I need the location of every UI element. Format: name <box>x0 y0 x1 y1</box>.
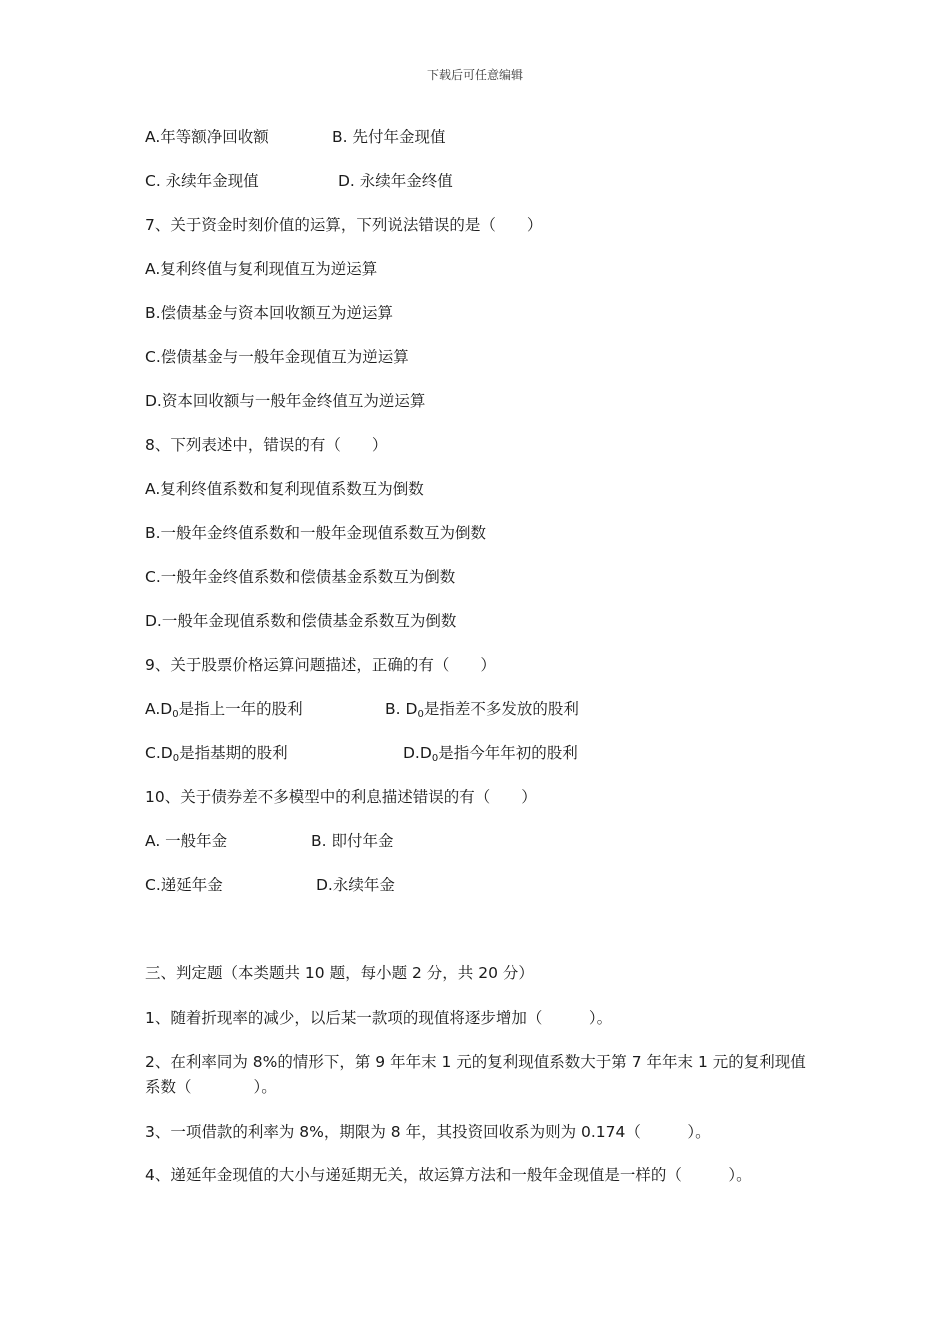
q6-option-b: B. 先付年金现值 <box>332 128 446 146</box>
q10-option-a: A. 一般年金 <box>145 832 228 850</box>
section3-q2: 2、在利率同为 8%的情形下，第 9 年年末 1 元的复利现值系数大于第 7 年年末 1 元的复利现值系数（ ）。 <box>145 1053 806 1096</box>
section3-q4: 4、递延年金现值的大小与递延期无关，故运算方法和一般年金现值是一样的（ ）。 <box>145 1166 752 1184</box>
q6-option-d: D. 永续年金终值 <box>338 172 453 190</box>
q9-option-c: $C.D_0$是指基期的股利 <box>145 744 288 764</box>
q8-option-a: A.复利终值系数和复利现值系数互为倒数 <box>145 480 424 498</box>
q9-option-a: $A.D_0$是指上一年的股利 <box>145 700 303 720</box>
q7-option-d: D.资本回收额与一般年金终值互为逆运算 <box>145 392 426 410</box>
q9-option-d: $D.D_0$是指今年年初的股利 <box>403 744 578 764</box>
q8-option-b: B.一般年金终值系数和一般年金现值系数互为倒数 <box>145 524 487 542</box>
q7-stem: 7、关于资金时刻价值的运算，下列说法错误的是（ ） <box>145 216 543 234</box>
q8-stem: 8、下列表述中，错误的有（ ） <box>145 436 388 454</box>
q10-option-c: C.递延年金 <box>145 876 223 894</box>
section3-title: 三、判定题（本类题共 10 题，每小题 2 分，共 20 分） <box>145 964 534 982</box>
q9-option-b: B. $D_0$是指差不多发放的股利 <box>385 700 579 720</box>
q10-option-b: B. 即付年金 <box>311 832 394 850</box>
q6-option-a: A.年等额净回收额 <box>145 128 269 146</box>
q8-option-c: C.一般年金终值系数和偿债基金系数互为倒数 <box>145 568 456 586</box>
q10-stem: 10、关于债券差不多模型中的利息描述错误的有（ ） <box>145 788 537 806</box>
q6-option-c: C. 永续年金现值 <box>145 172 259 190</box>
q8-option-d: D.一般年金现值系数和偿债基金系数互为倒数 <box>145 612 457 630</box>
q7-option-a: A.复利终值与复利现值互为逆运算 <box>145 260 378 278</box>
q7-option-b: B.偿债基金与资本回收额互为逆运算 <box>145 304 394 322</box>
page-header: 下载后可任意编辑 <box>426 68 523 82</box>
section3-q1: 1、随着折现率的减少，以后某一款项的现值将逐步增加（ ）。 <box>145 1009 613 1027</box>
q9-stem: 9、关于股票价格运算问题描述，正确的有（ ） <box>145 656 496 674</box>
q7-option-c: C.偿债基金与一般年金现值互为逆运算 <box>145 348 409 366</box>
section3-q3: 3、一项借款的利率为 8%，期限为 8 年，其投资回收系为则为 0.174（ ）。 <box>145 1123 711 1141</box>
q10-option-d: D.永续年金 <box>316 876 395 894</box>
